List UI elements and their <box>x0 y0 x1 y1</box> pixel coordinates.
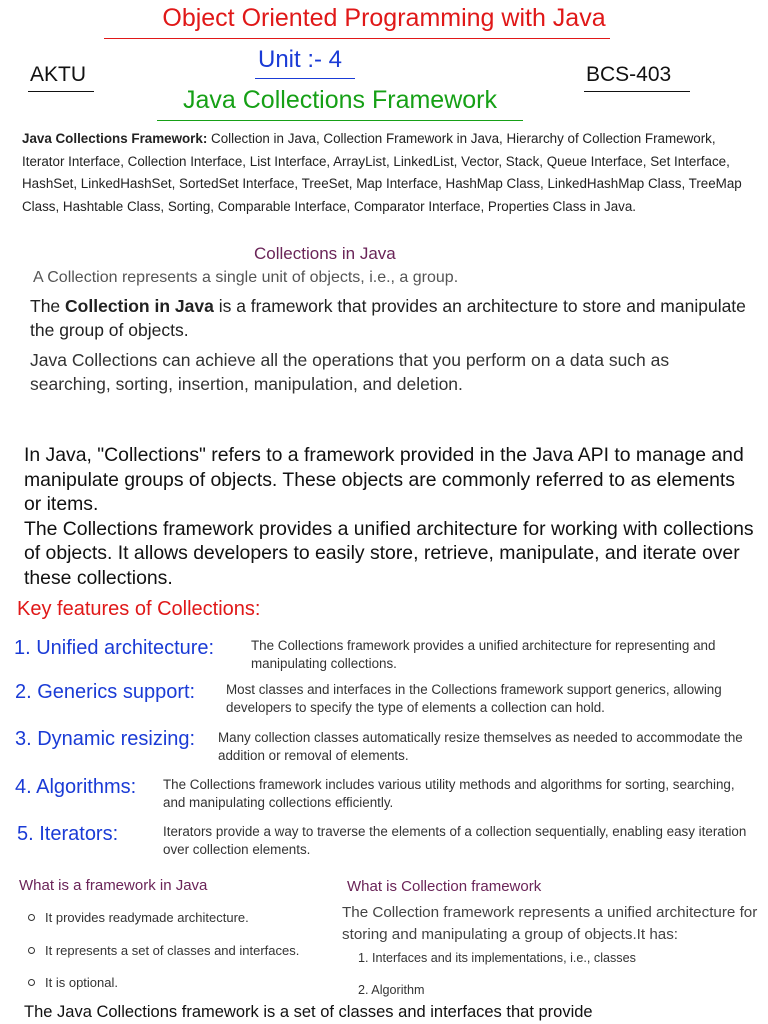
collection-framework-heading: What is Collection framework <box>347 878 542 895</box>
footer-line: The Java Collections framework is a set of classes and interfaces that provide <box>24 1003 593 1021</box>
list-item-text: It is optional. <box>45 975 118 990</box>
p1-suffix: is a framework that provides an architecture to store and manipulate the group of objects. <box>30 296 746 340</box>
feature-desc: The Collections framework includes various utility methods and algorithms for sorting, searching, and manipulating collections efficiently. <box>163 777 735 810</box>
list-item-text: It represents a set of classes and interfaces. <box>45 943 300 958</box>
collection-operations-paragraph: Java Collections can achieve all the operations that you perform on a data such as searching, sorting, insertion, manipulation, and deletion. <box>30 350 670 394</box>
syllabus-paragraph <box>22 128 752 218</box>
page-title: Object Oriented Programming with Java <box>162 4 606 32</box>
title-underline <box>104 38 610 39</box>
p1-bold: Collection in Java <box>65 296 214 316</box>
subtitle-underline <box>157 120 523 121</box>
syllabus-label: Java Collections Framework: <box>22 131 208 146</box>
bullet-icon <box>28 947 35 954</box>
collection-definition: A Collection represents a single unit of objects, i.e., a group. <box>33 269 459 286</box>
bullet-icon <box>28 979 35 986</box>
list-item <box>28 943 299 958</box>
list-item <box>28 910 249 925</box>
unit-underline <box>255 78 355 79</box>
list-item-text: It provides readymade architecture. <box>45 910 249 925</box>
bullet-icon <box>28 914 35 921</box>
feature-desc: Most classes and interfaces in the Collections framework support generics, allowing developers to specify the type of elements a collection can hold. <box>226 682 722 715</box>
feature-title: 3. Dynamic resizing: <box>15 728 196 750</box>
feature-desc: The Collections framework provides a unified architecture for representing and manipulating collections. <box>251 638 716 671</box>
university-label: AKTU <box>30 63 87 86</box>
list-item: 1. Interfaces and its implementations, i.e., classes <box>358 951 636 965</box>
collection-framework-paragraph <box>30 294 750 342</box>
key-features-heading: Key features of Collections: <box>17 598 261 620</box>
intro-paragraph-1: In Java, "Collections" refers to a framework provided in the Java API to manage and manipulate groups of objects. These objects are commonly referred to as elements or items. <box>24 444 744 516</box>
framework-in-java-heading: What is a framework in Java <box>19 877 208 894</box>
feature-desc: Many collection classes automatically resize themselves as needed to accommodate the addition or removal of elements. <box>218 730 743 763</box>
feature-title: 4. Algorithms: <box>15 776 137 798</box>
feature-desc: Iterators provide a way to traverse the elements of a collection sequentially, enabling easy iteration over collection elements. <box>163 824 747 857</box>
p1-prefix: The <box>30 296 66 316</box>
feature-title: 5. Iterators: <box>17 823 119 845</box>
page-subtitle: Java Collections Framework <box>183 86 497 114</box>
feature-title: 2. Generics support: <box>15 681 196 703</box>
list-item: 2. Algorithm <box>358 983 425 997</box>
intro-paragraph-2: The Collections framework provides a unified architecture for working with collections of objects. It allows developers to easily store, retrieve, manipulate, and iterate over these collections. <box>24 517 754 589</box>
syllabus-text: Collection in Java, Collection Framework in Java, Hierarchy of Collection Framework, Iterator Interface, Collection Interface, List Interface, ArrayList, LinkedList, Vector, Stack, Queue Interface, Set Interface, HashSet, LinkedHashSet, SortedSet Interface, TreeSet, Map Interface, HashMap Class, LinkedHashMap Class, TreeMap Class, Hashtable Class, Sorting, Comparable Interface, Comparator Interface, Properties Class in Java. <box>22 131 742 214</box>
feature-title: 1. Unified architecture: <box>14 637 215 659</box>
collections-in-java-heading: Collections in Java <box>254 244 396 263</box>
collection-framework-desc: The Collection framework represents a unified architecture for storing and manipulating a group of objects.It has: <box>342 904 758 943</box>
course-code: BCS-403 <box>586 63 672 86</box>
intro-paragraphs <box>24 443 754 591</box>
unit-label: Unit :- 4 <box>258 46 343 73</box>
list-item <box>28 975 118 990</box>
